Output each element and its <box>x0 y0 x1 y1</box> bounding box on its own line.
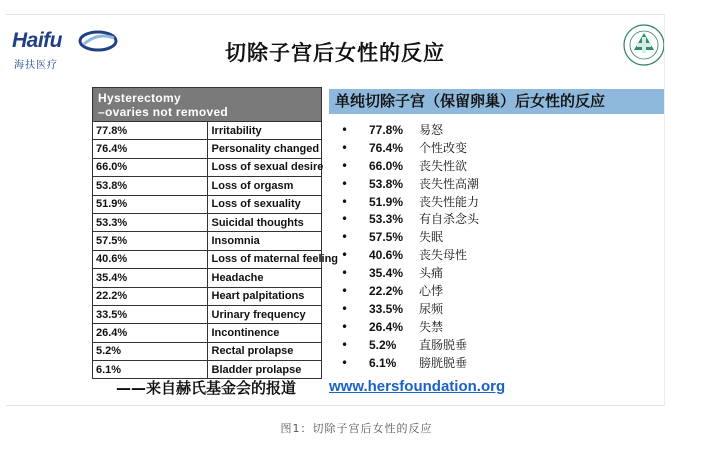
list-item-percent: 53.3% <box>369 212 404 227</box>
table-cell-label: Personality changed <box>207 140 322 158</box>
table-cell-percent: 51.9% <box>93 195 208 213</box>
table-cell-label: Loss of sexual desire <box>207 158 322 176</box>
list-item-percent: 6.1% <box>369 355 397 370</box>
table-cell-percent: 35.4% <box>93 269 208 287</box>
table-cell-percent: 22.2% <box>93 287 208 305</box>
bullet-icon: • <box>341 230 349 245</box>
list-item-text: 易怒 <box>419 123 444 137</box>
table-cell-percent: 40.6% <box>93 250 208 268</box>
list-item-text: 头痛 <box>419 266 444 281</box>
list-item-percent: 22.2% <box>369 284 404 299</box>
list-item-text: 失禁 <box>419 319 444 334</box>
table-header-line2: –ovaries not removed <box>98 105 229 119</box>
list-item-percent: 35.4% <box>369 266 404 281</box>
bullet-icon: • <box>341 212 349 227</box>
list-item <box>336 211 479 229</box>
list-item <box>336 319 479 337</box>
list-item-text: 丧失性欲 <box>419 158 468 173</box>
table-row <box>93 287 322 305</box>
table-row <box>93 232 322 250</box>
source-link[interactable]: www.hersfoundation.org <box>329 378 506 395</box>
table-cell-label: Loss of sexuality <box>207 195 322 213</box>
bullet-icon: • <box>341 248 349 263</box>
list-item-text: 失眠 <box>419 230 444 245</box>
bullet-icon: • <box>341 140 349 155</box>
table-cell-percent: 26.4% <box>93 324 208 342</box>
table-cell-label: Headache <box>207 269 322 287</box>
list-item <box>336 337 479 355</box>
table-cell-percent: 53.3% <box>93 213 208 231</box>
bullet-icon: • <box>341 319 349 334</box>
table-cell-percent: 6.1% <box>93 361 208 379</box>
list-item <box>336 122 479 140</box>
figure-caption: 图1：切除子宫后女性的反应 <box>280 422 433 435</box>
bullet-icon: • <box>341 355 349 370</box>
table-row <box>93 140 322 158</box>
table-row <box>93 269 322 287</box>
table-row <box>93 195 322 213</box>
logo-wordmark: Haifu <box>12 29 62 52</box>
table-row <box>93 305 322 323</box>
table-cell-percent: 33.5% <box>93 305 208 323</box>
list-item-percent: 26.4% <box>369 319 404 334</box>
table-cell-label: Bladder prolapse <box>207 361 322 379</box>
table-row <box>93 158 322 176</box>
slide-title: 切除子宫后女性的反应 <box>225 41 445 65</box>
list-item-percent: 40.6% <box>369 248 404 263</box>
hysterectomy-table <box>92 87 339 379</box>
bullet-icon: • <box>341 266 349 281</box>
list-item-percent: 51.9% <box>369 194 404 209</box>
table-cell-percent: 5.2% <box>93 342 208 360</box>
list-item-text: 有自杀念头 <box>419 212 480 227</box>
list-item <box>336 176 479 194</box>
list-item-text: 丧失性能力 <box>419 194 480 209</box>
list-item-percent: 57.5% <box>369 230 404 245</box>
list-item <box>336 355 479 373</box>
bullet-icon: • <box>341 284 349 299</box>
list-item-percent: 66.0% <box>369 158 404 173</box>
bullet-icon: • <box>341 337 349 352</box>
table-cell-percent: 53.8% <box>93 177 208 195</box>
table-cell-label: Loss of maternal feeling <box>207 250 322 268</box>
list-item <box>336 140 479 158</box>
bullet-icon: • <box>341 194 349 209</box>
list-item <box>336 194 479 212</box>
list-item <box>336 301 479 319</box>
cn-reaction-list <box>336 122 479 372</box>
table-cell-label: Suicidal thoughts <box>207 213 322 231</box>
list-item-text: 个性改变 <box>419 140 468 155</box>
table-cell-percent: 76.4% <box>93 140 208 158</box>
list-item <box>336 229 479 247</box>
table-cell-label: Insomnia <box>207 232 322 250</box>
bullet-icon: • <box>341 158 349 173</box>
table-cell-label: Urinary frequency <box>207 305 322 323</box>
table-cell-label: Rectal prolapse <box>207 342 322 360</box>
source-credit: ——来自赫氏基金会的报道 <box>116 379 297 397</box>
table-header-line1: Hysterectomy <box>98 91 181 105</box>
list-item <box>336 265 479 283</box>
list-item-percent: 76.4% <box>369 140 404 155</box>
table-row <box>93 177 322 195</box>
table-cell-label: Loss of orgasm <box>207 177 322 195</box>
list-item-text: 直肠脱垂 <box>419 337 468 352</box>
table-row <box>93 213 322 231</box>
list-item-text: 尿频 <box>419 301 444 316</box>
table-cell-label: Heart palpitations <box>207 287 322 305</box>
table-cell-percent: 66.0% <box>93 158 208 176</box>
list-item-percent: 53.8% <box>369 176 404 191</box>
bullet-icon: • <box>341 123 349 137</box>
table-row <box>93 122 322 140</box>
list-item <box>336 283 479 301</box>
list-item-percent: 5.2% <box>369 337 397 352</box>
bullet-icon: • <box>341 301 349 316</box>
list-item-text: 心悸 <box>419 284 444 299</box>
slide <box>6 14 665 406</box>
table-row <box>93 250 322 268</box>
table-cell-label: Irritability <box>207 122 322 140</box>
table-row <box>93 324 322 342</box>
bullet-icon: • <box>341 176 349 191</box>
table-cell-percent: 57.5% <box>93 232 208 250</box>
list-item-text: 丧失母性 <box>419 248 468 263</box>
logo-subtitle: 海扶医疗 <box>14 60 58 71</box>
list-item <box>336 158 479 176</box>
cn-section-heading: 单纯切除子宫（保留卵巢）后女性的反应 <box>329 89 664 114</box>
table-header <box>93 88 322 122</box>
table-body <box>93 122 339 379</box>
list-item-text: 丧失性高潮 <box>419 176 480 191</box>
table-cell-label: Incontinence <box>207 324 322 342</box>
list-item-text: 膀胱脱垂 <box>419 355 468 370</box>
table-cell-percent: 77.8% <box>93 122 208 140</box>
table-row <box>93 342 322 360</box>
list-item-percent: 33.5% <box>369 301 404 316</box>
list-item <box>336 247 479 265</box>
list-item-percent: 77.8% <box>369 123 404 137</box>
